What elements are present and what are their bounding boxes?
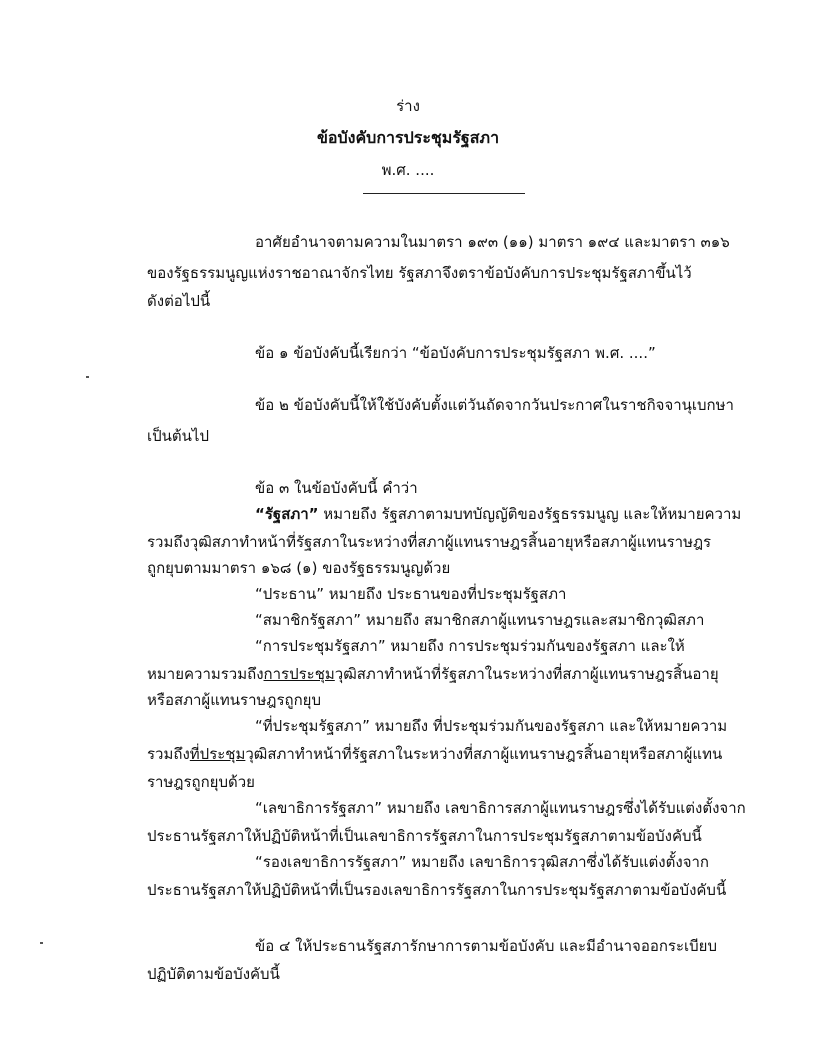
definition-secretary-general-line-1: “เลขาธิการรัฐสภา” หมายถึง เลขาธิการสภาผู้แทนราษฎรซึ่งได้รับแต่งตั้งจาก xyxy=(255,799,746,817)
definition-deputy-secretary-line-2: ประธานรัฐสภาให้ปฏิบัติหน้าที่เป็นรองเลขาธิการรัฐสภาในการประชุมรัฐสภาตามข้อบังคับนี้ xyxy=(147,881,727,899)
article-4-line-1: ข้อ ๔ ให้ประธานรัฐสภารักษาการตามข้อบังคับ และมีอำนาจออกระเบียบ xyxy=(255,937,717,955)
article-2-line-1: ข้อ ๒ ข้อบังคับนี้ให้ใช้บังคับตั้งแต่วันถัดจากวันประกาศในราชกิจจานุเบกษา xyxy=(255,396,734,414)
text-segment: วุฒิสภาทำหน้าที่รัฐสภาในระหว่างที่สภาผู้แทนราษฎรสิ้นอายุหรือสภาผู้แทน xyxy=(245,745,723,763)
article-1: ข้อ ๑ ข้อบังคับนี้เรียกว่า “ข้อบังคับการประชุมรัฐสภา พ.ศ. ....” xyxy=(255,344,656,362)
article-3-heading: ข้อ ๓ ในข้อบังคับนี้ คำว่า xyxy=(255,479,418,497)
text-segment: หมายความรวมถึง xyxy=(147,665,264,683)
definition-joint-sitting-line-1: “การประชุมรัฐสภา” หมายถึง การประชุมร่วมกันของรัฐสภา และให้ xyxy=(255,637,685,655)
article-4-line-2: ปฏิบัติตามข้อบังคับนี้ xyxy=(147,965,280,983)
definition-parliament xyxy=(255,504,741,524)
draft-label: ร่าง xyxy=(396,97,420,115)
term-parliament: “รัฐสภา” xyxy=(255,505,319,523)
definition-parliament-line-2: รวมถึงวุฒิสภาทำหน้าที่รัฐสภาในระหว่างที่สภาผู้แทนราษฎรสิ้นอายุหรือสภาผู้แทนราษฎร xyxy=(147,533,712,551)
preamble-line-2: ของรัฐธรรมนูญแห่งราชอาณาจักรไทย รัฐสภาจึงตราข้อบังคับการประชุมรัฐสภาขึ้นไว้ xyxy=(147,264,692,282)
preamble-line-3: ดังต่อไปนี้ xyxy=(147,292,211,310)
definition-parliament-line-3: ถูกยุบตามมาตรา ๑๖๘ (๑) ของรัฐธรรมนูญด้วย xyxy=(147,559,451,577)
text-segment: รวมถึง xyxy=(147,745,190,763)
definition-members: “สมาชิกรัฐสภา” หมายถึง สมาชิกสภาผู้แทนราษฎรและสมาชิกวุฒิสภา xyxy=(255,611,705,629)
definition-joint-sitting-line-3: หรือสภาผู้แทนราษฎรถูกยุบ xyxy=(147,691,321,709)
definition-joint-sitting-line-2 xyxy=(147,664,719,684)
definition-assembly-line-2 xyxy=(147,744,722,764)
definition-parliament-text: หมายถึง รัฐสภาตามบทบัญญัติของรัฐธรรมนูญ และให้หมายความ xyxy=(318,505,742,523)
underlined-text: การประชุม xyxy=(263,665,335,683)
text-segment: วุฒิสภาทำหน้าที่รัฐสภาในระหว่างที่สภาผู้แทนราษฎรสิ้นอายุ xyxy=(334,665,719,683)
definition-assembly-line-1: “ที่ประชุมรัฐสภา” หมายถึง ที่ประชุมร่วมกันของรัฐสภา และให้หมายความ xyxy=(255,717,728,735)
document-title: ข้อบังคับการประชุมรัฐสภา xyxy=(316,128,500,147)
definition-secretary-general-line-2: ประธานรัฐสภาให้ปฏิบัติหน้าที่เป็นเลขาธิการรัฐสภาในการประชุมรัฐสภาตามข้อบังคับนี้ xyxy=(147,827,702,845)
article-2-line-2: เป็นต้นไป xyxy=(147,427,209,445)
definition-deputy-secretary-line-1: “รองเลขาธิการรัฐสภา” หมายถึง เลขาธิการวุฒิสภาซึ่งได้รับแต่งตั้งจาก xyxy=(255,853,709,871)
scan-speck xyxy=(86,376,89,378)
underlined-text: ที่ประชุม xyxy=(189,745,246,763)
document-year: พ.ศ. .... xyxy=(381,161,435,179)
title-divider xyxy=(363,193,525,194)
definition-assembly-line-3: ราษฎรถูกยุบด้วย xyxy=(147,773,255,791)
scan-speck xyxy=(40,942,43,944)
definition-president: “ประธาน” หมายถึง ประธานของที่ประชุมรัฐสภา xyxy=(255,585,567,603)
preamble-line-1: อาศัยอำนาจตามความในมาตรา ๑๙๓ (๑๑) มาตรา ๑๙๔ และมาตรา ๓๑๖ xyxy=(255,233,730,251)
